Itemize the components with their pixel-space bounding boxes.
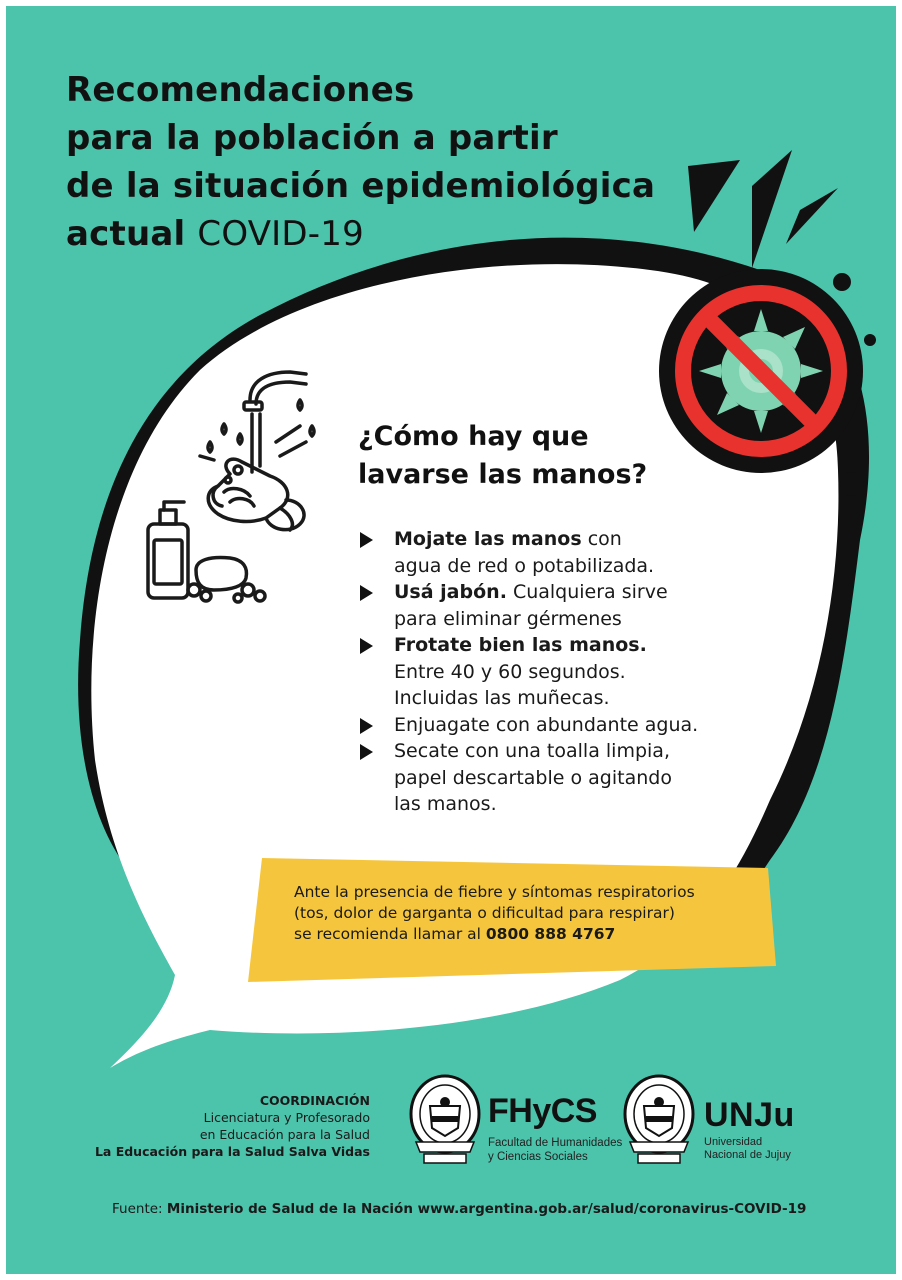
source-line: [112, 1201, 806, 1217]
list-item: [358, 632, 758, 712]
coordination-block: [95, 1092, 370, 1160]
spike-1: [688, 160, 740, 232]
notice-line-3: [294, 924, 754, 945]
step-bold: Mojate las manos: [394, 528, 582, 550]
spike-3: [786, 188, 838, 244]
unju-logo-name: UNJu: [704, 1096, 795, 1134]
notice-line-3-text: se recomienda llamar al: [294, 925, 486, 943]
coordination-line-1: Licenciatura y Profesorado: [203, 1110, 370, 1125]
university-seal-icon: [622, 1074, 696, 1166]
bullet-arrow-icon: [360, 638, 373, 654]
notice-line-2: (tos, dolor de garganta o dificultad para respirar): [294, 904, 675, 922]
heading-line-1: ¿Cómo hay que: [358, 421, 589, 452]
list-item: [358, 712, 758, 739]
bullet-arrow-icon: [360, 585, 373, 601]
phone-number: 0800 888 4767: [485, 925, 616, 943]
step-line-3: las manos.: [394, 793, 497, 815]
bullet-arrow-icon: [360, 744, 373, 760]
title-line-2: para la población a partir: [66, 118, 558, 158]
fhycs-sub-line-1: Facultad de Humanidades: [488, 1137, 623, 1149]
list-item: [358, 738, 758, 818]
title-covid: COVID-19: [197, 214, 364, 254]
notice-line-1: Ante la presencia de fiebre y síntomas respiratorios: [294, 883, 695, 901]
unju-sub-line-1: Universidad: [704, 1136, 763, 1148]
source-label: Fuente:: [112, 1201, 167, 1217]
fhycs-logo-subtitle: [488, 1136, 622, 1164]
step-text: Secate con una toalla limpia,: [394, 740, 670, 762]
health-notice: [294, 882, 754, 945]
source-text: Ministerio de Salud de la Nación www.argentina.gob.ar/salud/coronavirus-COVID-19: [166, 1201, 807, 1217]
step-line-2: Entre 40 y 60 segundos.: [394, 660, 626, 683]
coordination-line-2: en Educación para la Salud: [199, 1127, 370, 1142]
step-line-3: Incluidas las muñecas.: [394, 687, 610, 709]
dot-2: [864, 334, 876, 346]
step-text: Cualquiera sirve: [506, 581, 668, 603]
bullet-arrow-icon: [360, 718, 373, 734]
university-seal-icon: [408, 1074, 482, 1166]
coordination-slogan: La Educación para la Salud Salva Vidas: [94, 1144, 370, 1159]
list-item: [358, 526, 758, 579]
heading-line-2: lavarse las manos?: [358, 459, 648, 490]
steps-list: [358, 526, 758, 818]
title-line-1: Recomendaciones: [66, 70, 415, 110]
list-item: [358, 579, 758, 632]
handwashing-icon: [140, 364, 330, 604]
step-line-2: papel descartable o agitando: [394, 766, 672, 789]
step-bold: Usá jabón.: [394, 581, 507, 603]
page-title: [66, 66, 655, 258]
fhycs-logo-name: FHyCS: [488, 1092, 597, 1130]
title-line-3: de la situación epidemiológica: [66, 166, 656, 206]
unju-sub-line-2: Nacional de Jujuy: [704, 1149, 791, 1161]
step-text: Enjuagate con abundante agua.: [394, 713, 699, 736]
step-text: con: [581, 528, 622, 550]
coordination-heading: COORDINACIÓN: [259, 1093, 370, 1108]
step-line-2: agua de red o potabilizada.: [394, 554, 655, 577]
spike-2: [752, 150, 792, 268]
section-heading: [358, 418, 698, 494]
fhycs-sub-line-2: y Ciencias Sociales: [488, 1151, 588, 1163]
title-line-4: [66, 210, 655, 258]
bullet-arrow-icon: [360, 532, 373, 548]
dot-3: [840, 472, 864, 496]
step-line-2: para eliminar gérmenes: [394, 607, 622, 630]
title-actual: actual: [66, 214, 186, 254]
unju-logo-subtitle: [704, 1136, 791, 1162]
step-bold: Frotate bien las manos.: [394, 634, 647, 656]
